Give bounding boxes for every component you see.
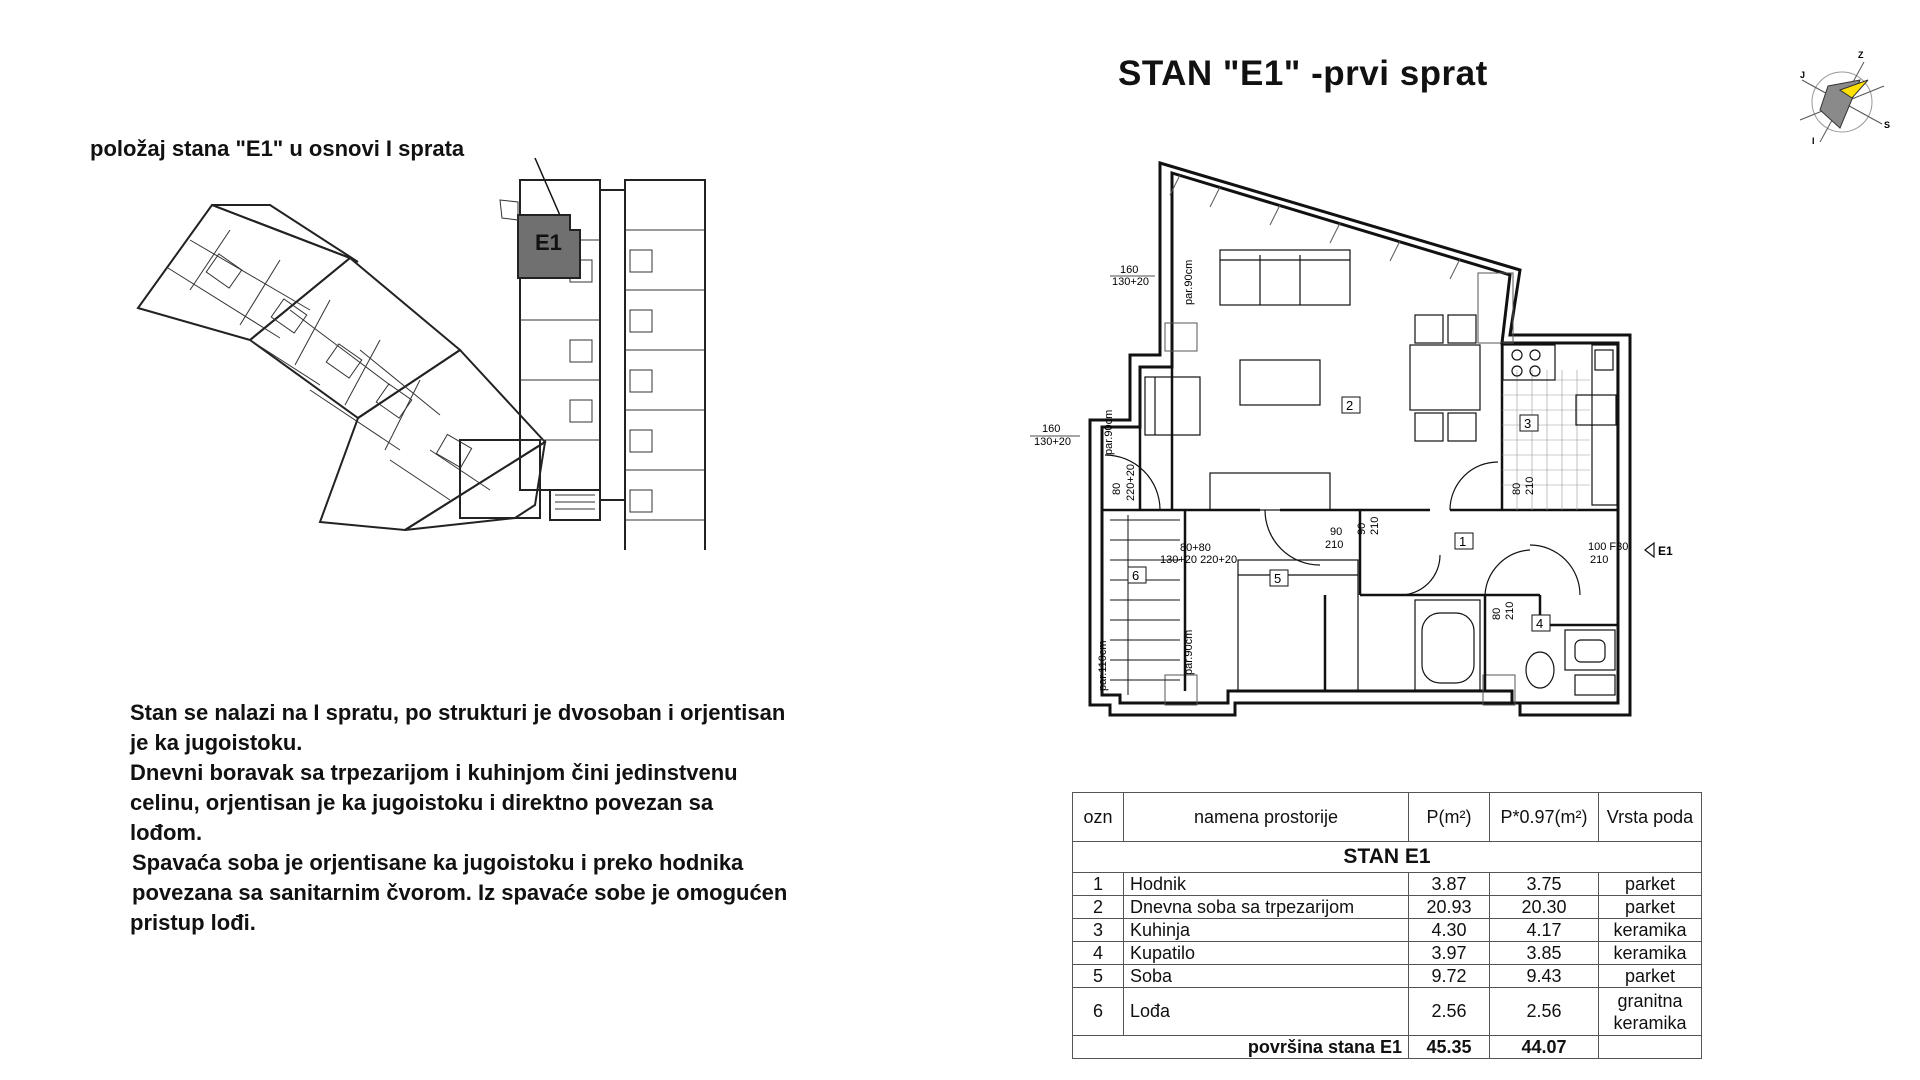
row-ozn: 3: [1073, 919, 1124, 942]
window-dim-w3-par: par.90cm: [1183, 629, 1195, 675]
row-area: 2.56: [1409, 988, 1490, 1036]
header-floor: Vrsta poda: [1599, 793, 1702, 842]
table-row: [1073, 896, 1702, 919]
coffee-table: [1240, 360, 1320, 405]
door-dim-d4b: 210: [1325, 539, 1344, 551]
compass: [1790, 50, 1900, 150]
table-header-row: [1073, 793, 1702, 842]
row-name: Lođa: [1124, 988, 1409, 1036]
door-dim-d1a: 80: [1111, 482, 1123, 495]
row-floor: keramika: [1599, 942, 1702, 965]
compass-letter-i: I: [1812, 136, 1815, 146]
page-title: STAN "E1" -prvi sprat: [1118, 54, 1488, 93]
key-plan-west-wing-interior: [168, 230, 490, 500]
door-dim-d2b: 210: [1369, 516, 1381, 535]
entry-arrow-icon: [1645, 543, 1654, 557]
window-dim-w5b: 130+20 220+20: [1160, 554, 1238, 566]
door-dim-d6a: 80: [1491, 607, 1503, 620]
plan-wall-hatch: [1165, 175, 1515, 705]
row-area-97: 4.17: [1490, 919, 1599, 942]
table-row: [1073, 919, 1702, 942]
room-number-4: 4: [1536, 616, 1544, 631]
door-dim-d2a: 90: [1356, 522, 1368, 535]
compass-letter-z: Z: [1858, 50, 1864, 60]
door-dim-d5b: 210: [1590, 554, 1609, 566]
row-area-97: 20.30: [1490, 896, 1599, 919]
header-ozn: ozn: [1073, 793, 1124, 842]
position-label: položaj stana "E1" u osnovi I sprata: [90, 136, 465, 161]
floor-plan: [1020, 155, 1680, 745]
description-line: je ka jugoistoku.: [130, 730, 303, 755]
door-arcs: [1105, 455, 1580, 595]
row-area: 9.72: [1409, 965, 1490, 988]
door-dim-d3b: 210: [1524, 476, 1536, 495]
room-number-2: 2: [1346, 398, 1354, 413]
row-ozn: 5: [1073, 965, 1124, 988]
door-dim-d1b: 220+20: [1125, 463, 1137, 501]
row-area-97: 3.75: [1490, 873, 1599, 896]
row-ozn: 4: [1073, 942, 1124, 965]
row-floor-line-1: granitna: [1617, 990, 1683, 1011]
door-dim-d4a: 90: [1330, 526, 1343, 538]
description-line: lođom.: [130, 820, 203, 845]
description-line: povezana sa sanitarnim čvorom. Iz spavaće sobe je omogućen: [132, 880, 788, 905]
window-dim-w4-par: par.110cm: [1097, 640, 1109, 691]
group-label: STAN E1: [1073, 842, 1702, 873]
row-name: Hodnik: [1124, 873, 1409, 896]
row-floor: [1599, 988, 1702, 1036]
row-name: Soba: [1124, 965, 1409, 988]
row-area: 4.30: [1409, 919, 1490, 942]
room-number-1: 1: [1459, 534, 1467, 549]
total-floor-empty: [1599, 1036, 1702, 1059]
compass-letter-j: J: [1800, 70, 1806, 80]
table-group-row: [1073, 842, 1702, 873]
total-area: 45.35: [1409, 1036, 1490, 1059]
key-plan: [130, 150, 710, 550]
total-label: površina stana E1: [1073, 1036, 1409, 1059]
tv-unit: [1210, 473, 1330, 510]
description-line: celinu, orjentisan je ka jugoistoku i direktno povezan sa: [130, 790, 714, 815]
table-row: [1073, 965, 1702, 988]
room-number-5: 5: [1274, 571, 1282, 586]
loggia-stripes: [1110, 515, 1180, 695]
table-row: [1073, 942, 1702, 965]
compass-letter-s: S: [1884, 120, 1891, 130]
row-area-97: 2.56: [1490, 988, 1599, 1036]
door-dim-d5a: 100 F30: [1588, 541, 1629, 553]
header-area-97: P*0.97(m²): [1490, 793, 1599, 842]
row-floor: parket: [1599, 965, 1702, 988]
row-floor: parket: [1599, 873, 1702, 896]
sofa: [1220, 250, 1350, 305]
dining-set: [1410, 315, 1480, 441]
key-plan-west-wing: [138, 205, 545, 530]
row-name: Kupatilo: [1124, 942, 1409, 965]
row-area: 3.97: [1409, 942, 1490, 965]
header-name: namena prostorije: [1124, 793, 1409, 842]
window-dim-w5a: 80+80: [1180, 542, 1211, 554]
total-area-97: 44.07: [1490, 1036, 1599, 1059]
window-dim-w1a: 160: [1120, 264, 1139, 276]
row-area-97: 3.85: [1490, 942, 1599, 965]
table-row: [1073, 988, 1702, 1036]
description-line: pristup lođi.: [130, 910, 256, 935]
header-area: P(m²): [1409, 793, 1490, 842]
entry-label: E1: [1658, 544, 1673, 558]
door-dim-d3a: 80: [1511, 482, 1523, 495]
window-dim-w2-par: par.90cm: [1103, 409, 1115, 455]
bed: [1238, 560, 1358, 691]
row-name: Kuhinja: [1124, 919, 1409, 942]
description: [130, 698, 890, 938]
room-area-table: [1072, 792, 1702, 1059]
table-row: [1073, 873, 1702, 896]
row-floor: keramika: [1599, 919, 1702, 942]
door-dim-d6b: 210: [1504, 601, 1516, 620]
room-number-3: 3: [1524, 416, 1532, 431]
window-dim-w1-par: par.90cm: [1183, 259, 1195, 305]
row-area: 20.93: [1409, 896, 1490, 919]
key-plan-unit-label: E1: [535, 230, 562, 255]
row-name: Dnevna soba sa trpezarijom: [1124, 896, 1409, 919]
table-total-row: [1073, 1036, 1702, 1059]
description-line: Dnevni boravak sa trpezarijom i kuhinjom čini jedinstvenu: [130, 760, 738, 785]
window-dim-w1b: 130+20: [1112, 276, 1150, 288]
row-floor-line-2: keramika: [1613, 1012, 1687, 1033]
row-area: 3.87: [1409, 873, 1490, 896]
row-area-97: 9.43: [1490, 965, 1599, 988]
row-floor: parket: [1599, 896, 1702, 919]
row-ozn: 1: [1073, 873, 1124, 896]
window-dim-w2b: 130+20: [1034, 436, 1072, 448]
description-line: Stan se nalazi na I spratu, po strukturi je dvosoban i orjentisan: [130, 700, 786, 725]
description-line: Spavaća soba je orjentisane ka jugoistoku i preko hodnika: [132, 850, 744, 875]
room-number-6: 6: [1132, 568, 1140, 583]
row-ozn: 6: [1073, 988, 1124, 1036]
window-dim-w2a: 160: [1042, 423, 1061, 435]
row-ozn: 2: [1073, 896, 1124, 919]
